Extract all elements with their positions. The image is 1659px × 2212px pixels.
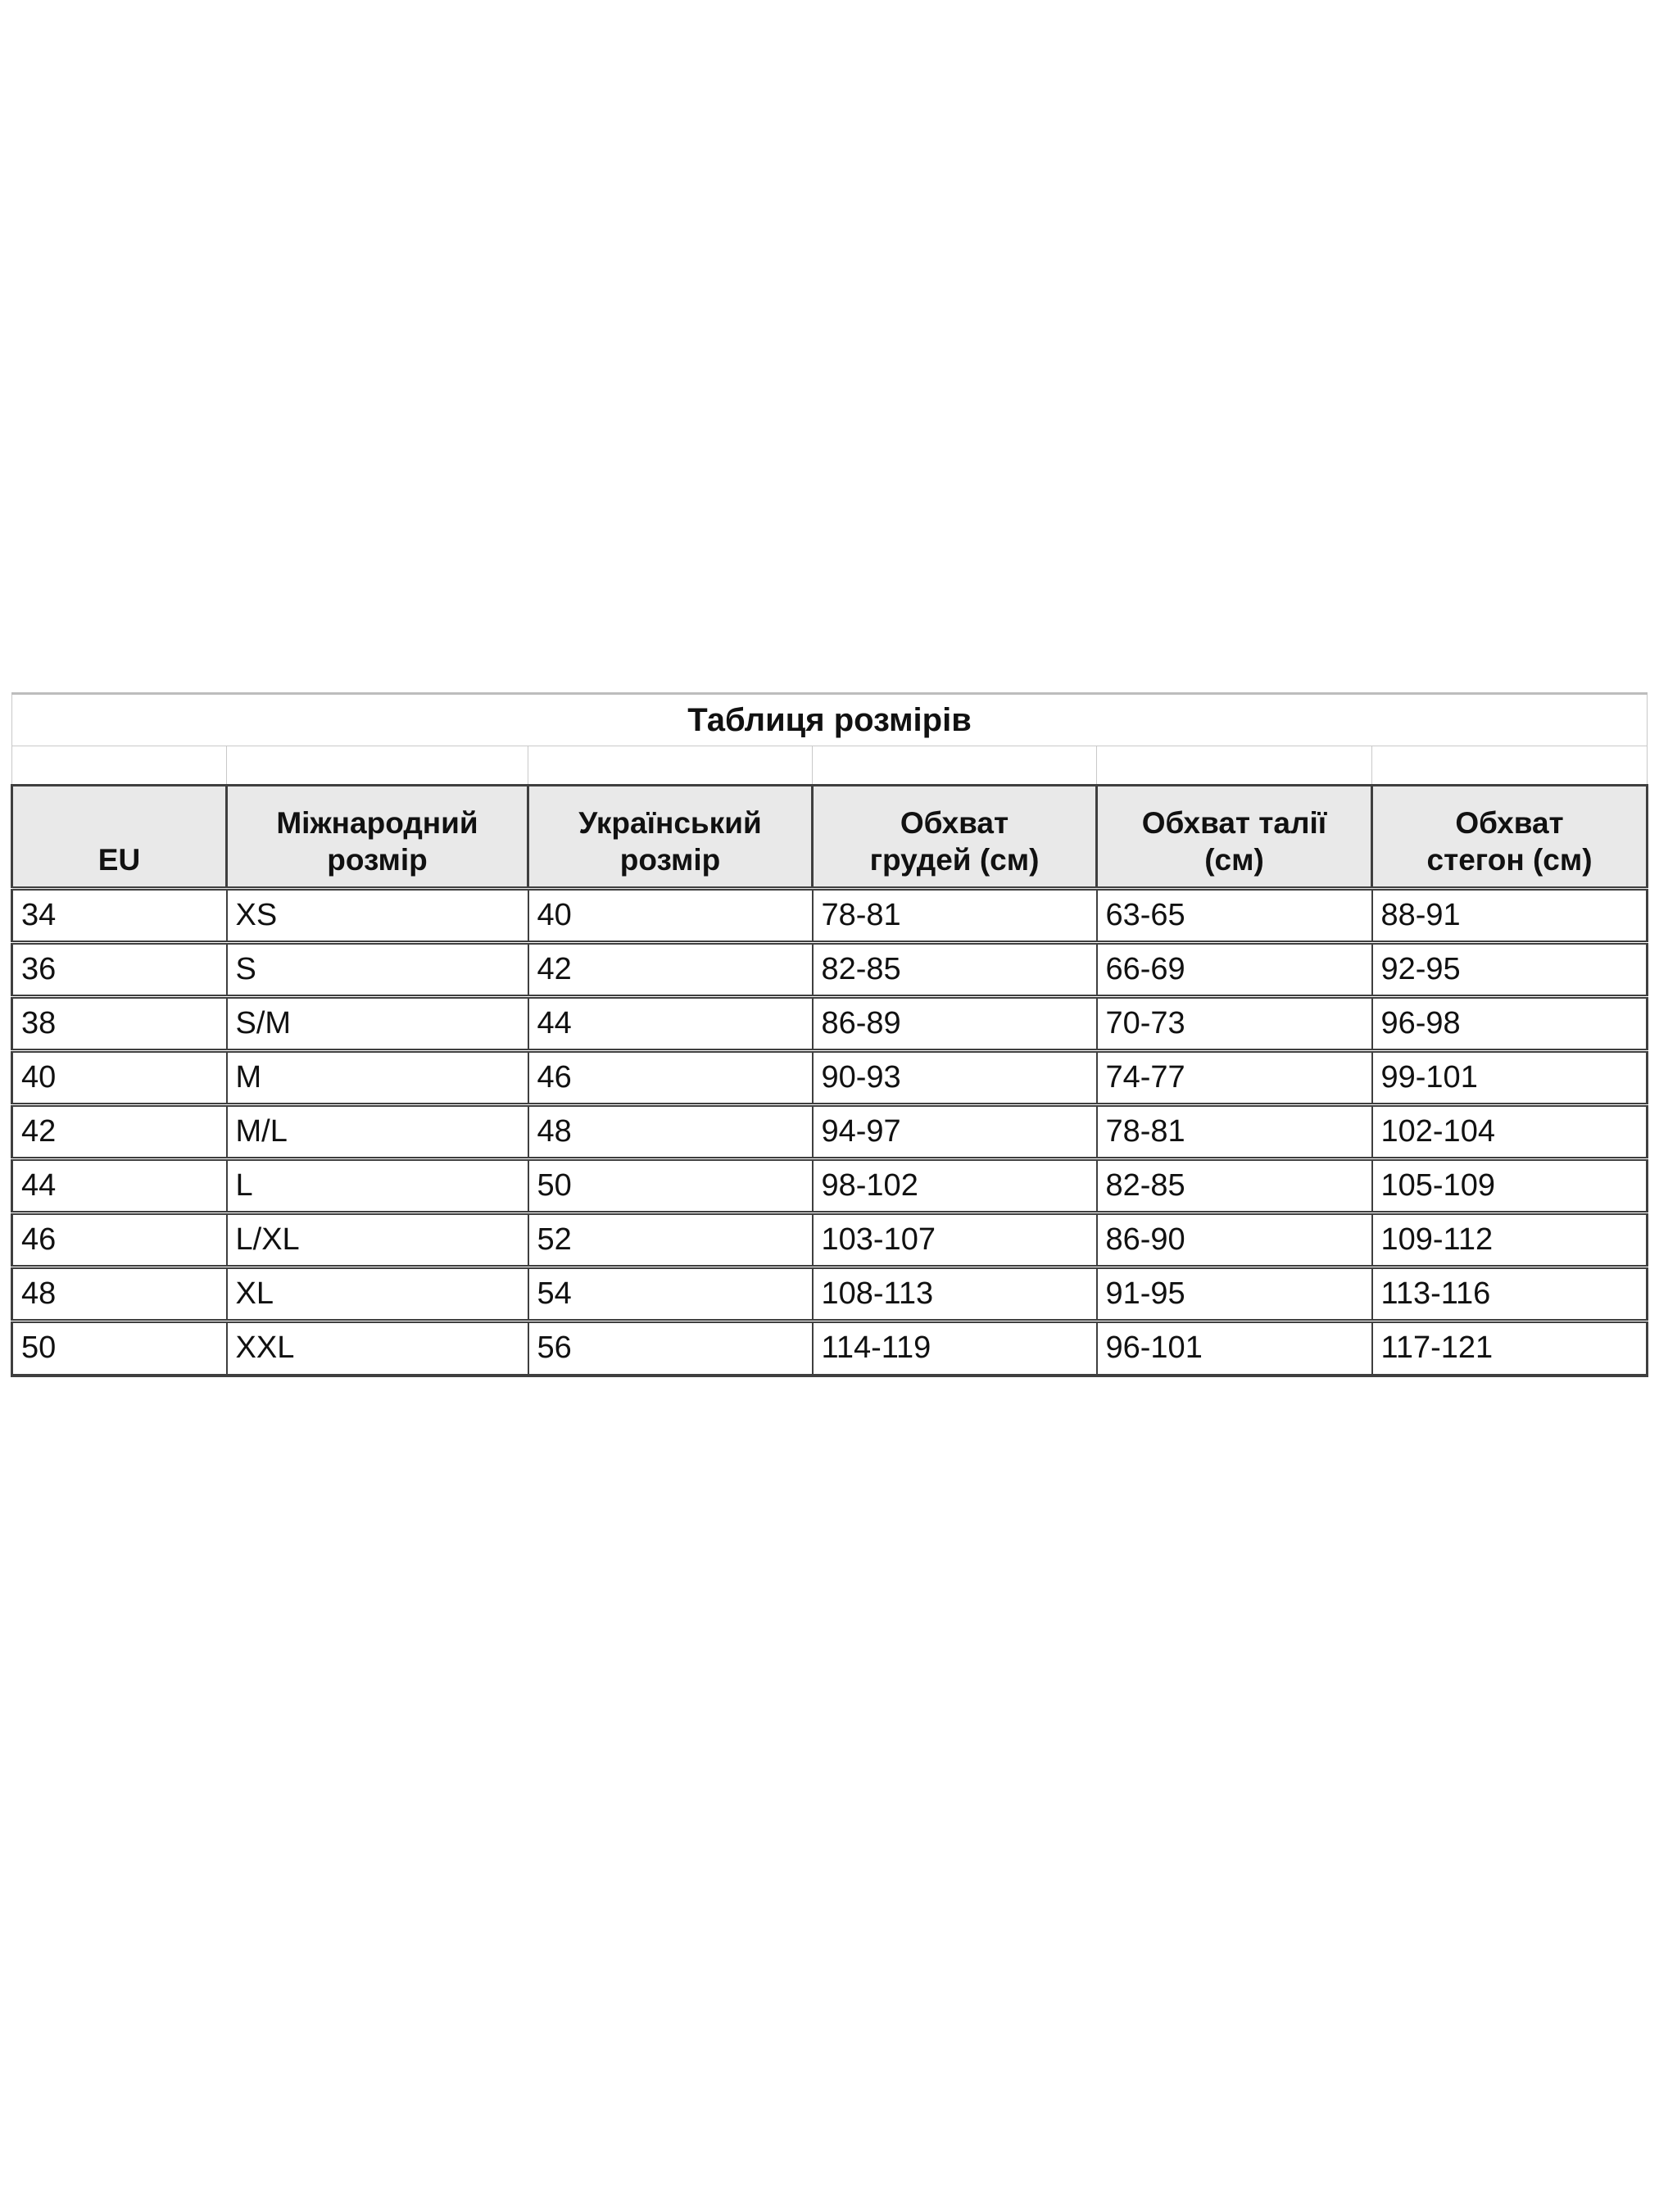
column-header-eu: [12, 786, 227, 889]
table-row: [12, 943, 1648, 997]
column-header-hips: [1372, 786, 1648, 889]
cell-chest: 86-89: [813, 997, 1097, 1051]
cell-ua-size: 54: [528, 1267, 813, 1321]
cell-intl-size: XXL: [227, 1321, 528, 1376]
size-table: [11, 692, 1648, 1377]
table-row: [12, 997, 1648, 1051]
spacer-cell: [227, 746, 528, 786]
cell-ua-size: 48: [528, 1105, 813, 1159]
cell-chest: 103-107: [813, 1213, 1097, 1267]
cell-eu: 34: [12, 889, 227, 943]
table-row: [12, 889, 1648, 943]
cell-hips: 96-98: [1372, 997, 1648, 1051]
column-header-waist: [1097, 786, 1372, 889]
header-line: розмір: [327, 843, 428, 877]
cell-eu: 50: [12, 1321, 227, 1376]
spacer-cell: [1097, 746, 1372, 786]
cell-hips: 109-112: [1372, 1213, 1648, 1267]
cell-chest: 98-102: [813, 1159, 1097, 1213]
table-row: [12, 1051, 1648, 1105]
cell-chest: 78-81: [813, 889, 1097, 943]
table-row: [12, 1213, 1648, 1267]
spacer-row: [12, 746, 1648, 786]
cell-hips: 88-91: [1372, 889, 1648, 943]
cell-ua-size: 42: [528, 943, 813, 997]
table-row: [12, 1321, 1648, 1376]
cell-intl-size: S: [227, 943, 528, 997]
cell-waist: 63-65: [1097, 889, 1372, 943]
cell-eu: 48: [12, 1267, 227, 1321]
table-row: [12, 1159, 1648, 1213]
header-line: Міжнародний: [276, 806, 478, 840]
cell-hips: 117-121: [1372, 1321, 1648, 1376]
column-header-chest: [813, 786, 1097, 889]
cell-ua-size: 56: [528, 1321, 813, 1376]
table-row: [12, 1105, 1648, 1159]
cell-hips: 102-104: [1372, 1105, 1648, 1159]
cell-eu: 44: [12, 1159, 227, 1213]
header-line: (см): [1204, 843, 1264, 877]
spacer-cell: [813, 746, 1097, 786]
cell-ua-size: 44: [528, 997, 813, 1051]
cell-intl-size: L: [227, 1159, 528, 1213]
cell-eu: 38: [12, 997, 227, 1051]
cell-waist: 78-81: [1097, 1105, 1372, 1159]
title-row: [12, 694, 1648, 746]
cell-chest: 90-93: [813, 1051, 1097, 1105]
header-line: Обхват: [1455, 806, 1564, 840]
cell-hips: 105-109: [1372, 1159, 1648, 1213]
spacer-cell: [528, 746, 813, 786]
cell-intl-size: M/L: [227, 1105, 528, 1159]
header-line: розмір: [619, 843, 721, 877]
cell-waist: 86-90: [1097, 1213, 1372, 1267]
cell-waist: 66-69: [1097, 943, 1372, 997]
cell-waist: 96-101: [1097, 1321, 1372, 1376]
cell-intl-size: L/XL: [227, 1213, 528, 1267]
cell-waist: 70-73: [1097, 997, 1372, 1051]
column-header-international-size: [227, 786, 528, 889]
header-row: [12, 786, 1648, 889]
cell-eu: 46: [12, 1213, 227, 1267]
cell-ua-size: 52: [528, 1213, 813, 1267]
header-line: Обхват талії: [1141, 806, 1327, 840]
cell-waist: 74-77: [1097, 1051, 1372, 1105]
table-row: [12, 1267, 1648, 1321]
cell-chest: 82-85: [813, 943, 1097, 997]
cell-hips: 113-116: [1372, 1267, 1648, 1321]
cell-waist: 82-85: [1097, 1159, 1372, 1213]
cell-intl-size: M: [227, 1051, 528, 1105]
cell-waist: 91-95: [1097, 1267, 1372, 1321]
header-line: Обхват: [900, 806, 1009, 840]
cell-eu: 40: [12, 1051, 227, 1105]
spacer-cell: [12, 746, 227, 786]
column-header-ukrainian-size: [528, 786, 813, 889]
cell-intl-size: XS: [227, 889, 528, 943]
cell-eu: 42: [12, 1105, 227, 1159]
header-line: EU: [97, 843, 141, 877]
cell-intl-size: XL: [227, 1267, 528, 1321]
header-line: стегон (см): [1426, 843, 1593, 877]
header-line: Український: [578, 806, 762, 840]
header-line: грудей (см): [869, 843, 1040, 877]
cell-ua-size: 46: [528, 1051, 813, 1105]
cell-hips: 92-95: [1372, 943, 1648, 997]
cell-chest: 114-119: [813, 1321, 1097, 1376]
cell-hips: 99-101: [1372, 1051, 1648, 1105]
cell-ua-size: 50: [528, 1159, 813, 1213]
spacer-cell: [1372, 746, 1648, 786]
table-title: Таблиця розмірів: [12, 694, 1648, 746]
cell-eu: 36: [12, 943, 227, 997]
cell-ua-size: 40: [528, 889, 813, 943]
cell-intl-size: S/M: [227, 997, 528, 1051]
cell-chest: 94-97: [813, 1105, 1097, 1159]
cell-chest: 108-113: [813, 1267, 1097, 1321]
